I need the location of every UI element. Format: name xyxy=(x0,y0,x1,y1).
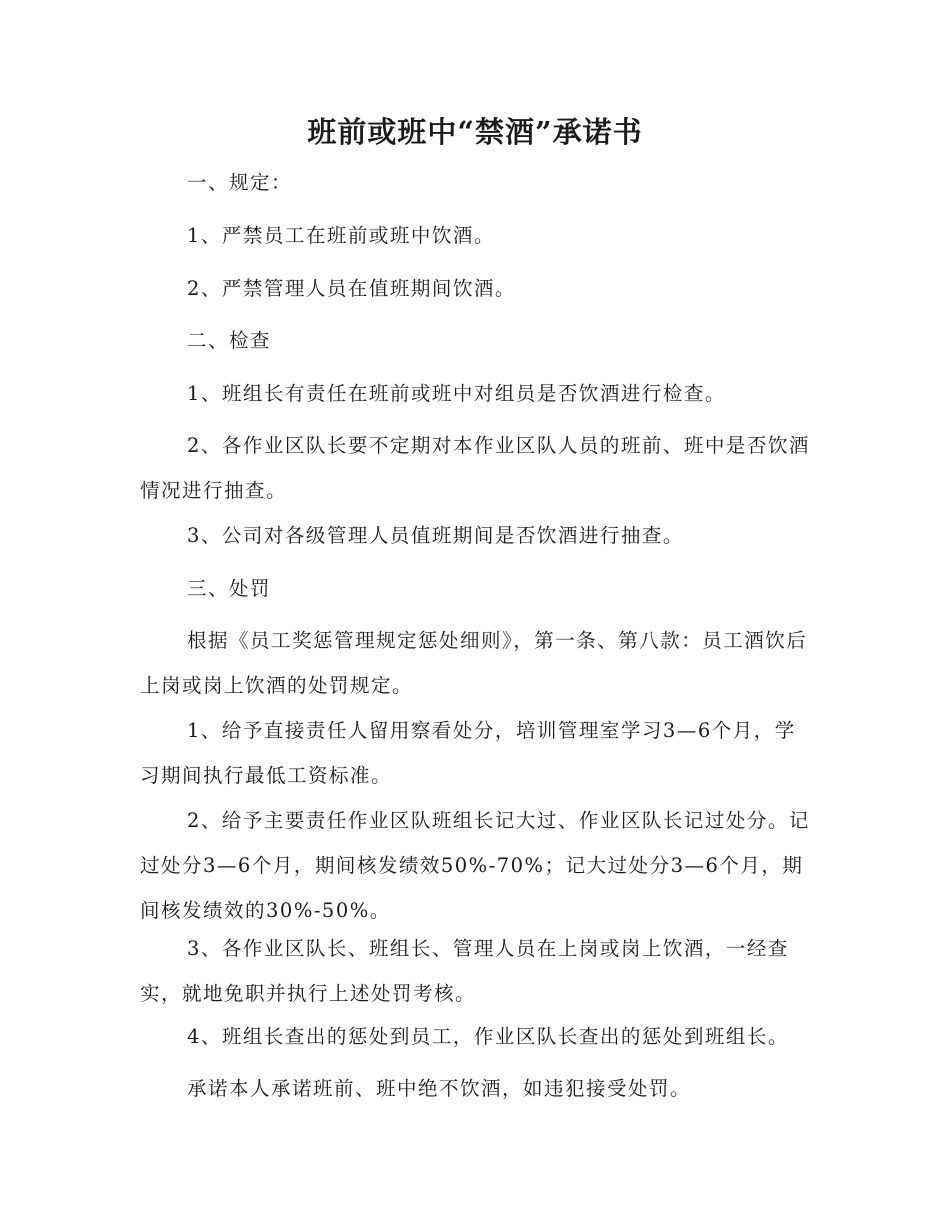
commitment-statement: 承诺本人承诺班前、班中绝不饮酒，如违犯接受处罚。 xyxy=(187,1077,692,1100)
section-heading-inspection: 二、检查 xyxy=(187,329,272,352)
section-heading-penalty: 三、处罚 xyxy=(187,577,272,600)
regulation-item-2: 2、严禁管理人员在值班期间饮酒。 xyxy=(187,277,516,300)
document-title: 班前或班中“禁酒”承诺书 xyxy=(307,115,643,149)
penalty-item-1: 1、给予直接责任人留用察看处分，培训管理室学习3—6个月，学习期间执行最低工资标准。 xyxy=(140,719,796,787)
penalty-item-4: 4、班组长查出的惩处到员工，作业区队长查出的惩处到班组长。 xyxy=(187,1025,789,1048)
section-heading-regulations: 一、规定： xyxy=(187,171,293,194)
penalty-basis: 根据《员工奖惩管理规定惩处细则》，第一条、第八款：员工酒饮后上岗或岗上饮酒的处罚规定。 xyxy=(140,629,808,697)
regulation-item-1: 1、严禁员工在班前或班中饮酒。 xyxy=(187,224,495,247)
inspection-item-1: 1、班组长有责任在班前或班中对组员是否饮酒进行检查。 xyxy=(187,382,726,405)
penalty-item-2: 2、给予主要责任作业区队班组长记大过、作业区队长记过处分。记过处分3—6个月，期间核发绩效50%-70%；记大过处分3—6个月，期间核发绩效的30%-50%。 xyxy=(140,809,810,922)
penalty-item-3: 3、各作业区队长、班组长、管理人员在上岗或岗上饮酒，一经查实，就地免职并执行上述处罚考核。 xyxy=(140,937,789,1005)
inspection-item-2: 2、各作业区队长要不定期对本作业区队人员的班前、班中是否饮酒情况进行抽查。 xyxy=(140,434,810,502)
inspection-item-3: 3、公司对各级管理人员值班期间是否饮酒进行抽查。 xyxy=(187,524,684,547)
